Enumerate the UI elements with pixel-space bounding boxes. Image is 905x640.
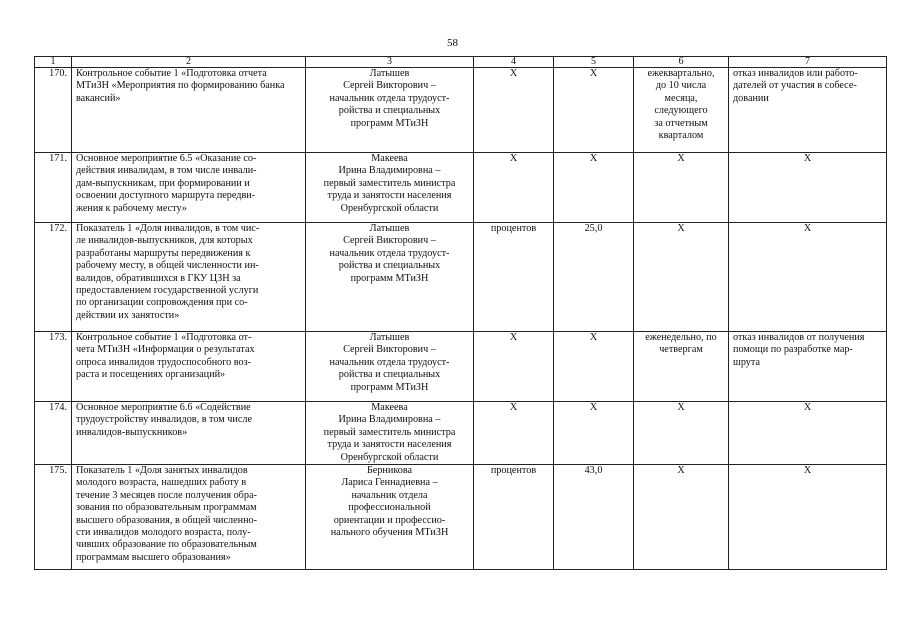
deadline-cell: ежеквартально, до 10 числа месяца, следующего за отчетным кварталом <box>634 68 729 153</box>
value-cell: X <box>554 402 634 465</box>
responsible-person: Латышев Сергей Викторович – начальник отдела трудоуст- ройства и специальных программ МТиЗН <box>306 68 474 153</box>
column-header: 7 <box>729 57 887 68</box>
row-number: 172. <box>35 223 72 332</box>
responsible-person: Берникова Лариса Геннадиевна – начальник отдела профессиональной ориентации и профессио- нального обучения МТиЗН <box>306 465 474 570</box>
row-number: 171. <box>35 153 72 223</box>
column-header: 6 <box>634 57 729 68</box>
risk-cell: отказ инвалидов или работо- дателей от участия в собесе- довании <box>729 68 887 153</box>
event-name: Показатель 1 «Доля инвалидов, в том чис- ле инвалидов-выпускников, для которых разработаны маршруты передвижения к рабочему месту, в общей численности ин- валидов, обратившихся в ГКУ ЦЗН за предоставлением государственной услуги по организации сопровождения при со- действии их занятости» <box>72 223 306 332</box>
risk-cell: отказ инвалидов от получения помощи по разработке мар- шрута <box>729 332 887 402</box>
responsible-person: Латышев Сергей Викторович – начальник отдела трудоуст- ройства и специальных программ МТиЗН <box>306 332 474 402</box>
event-name: Контрольное событие 1 «Подготовка от- чета МТиЗН «Информация о результатах опроса инвалидов трудоспособного воз- раста и посещениях организаций» <box>72 332 306 402</box>
risk-cell: X <box>729 223 887 332</box>
row-number: 173. <box>35 332 72 402</box>
deadline-cell: X <box>634 223 729 332</box>
program-table <box>34 56 887 570</box>
value-cell: 25,0 <box>554 223 634 332</box>
table-row <box>35 332 887 402</box>
value-cell: X <box>554 153 634 223</box>
deadline-cell: еженедельно, по четвергам <box>634 332 729 402</box>
page-number: 58 <box>447 37 458 49</box>
column-header: 4 <box>474 57 554 68</box>
risk-cell: X <box>729 153 887 223</box>
responsible-person: Макеева Ирина Владимировна – первый заместитель министра труда и занятости населения Оренбургской области <box>306 402 474 465</box>
deadline-cell: X <box>634 465 729 570</box>
table-row <box>35 68 887 153</box>
event-name: Основное мероприятие 6.6 «Содействие трудоустройству инвалидов, в том числе инвалидов-выпускников» <box>72 402 306 465</box>
column-header: 3 <box>306 57 474 68</box>
event-name: Основное мероприятие 6.5 «Оказание со- действия инвалидам, в том числе инвали- дам-выпускникам, при формировании и освоении доступного маршрута передви- жения к рабочему месту» <box>72 153 306 223</box>
unit-cell: X <box>474 68 554 153</box>
value-cell: X <box>554 68 634 153</box>
column-number-row <box>35 57 887 68</box>
event-name: Показатель 1 «Доля занятых инвалидов молодого возраста, нашедших работу в течение 3 месяцев после получения обра- зования по образовательным программам высшего образования, в общей численно- сти инвалидов молодого возраста, полу- чивших образование по образовательным программам высшего образования» <box>72 465 306 570</box>
deadline-cell: X <box>634 153 729 223</box>
responsible-person: Латышев Сергей Викторович – начальник отдела трудоуст- ройства и специальных программ МТиЗН <box>306 223 474 332</box>
deadline-cell: X <box>634 402 729 465</box>
unit-cell: X <box>474 332 554 402</box>
unit-cell: X <box>474 402 554 465</box>
column-header: 2 <box>72 57 306 68</box>
risk-cell: X <box>729 465 887 570</box>
table-row <box>35 223 887 332</box>
column-header: 1 <box>35 57 72 68</box>
row-number: 170. <box>35 68 72 153</box>
table-row <box>35 153 887 223</box>
event-name: Контрольное событие 1 «Подготовка отчета МТиЗН «Мероприятия по формированию банка вакансий» <box>72 68 306 153</box>
unit-cell: процентов <box>474 223 554 332</box>
column-header: 5 <box>554 57 634 68</box>
table-row <box>35 402 887 465</box>
row-number: 174. <box>35 402 72 465</box>
risk-cell: X <box>729 402 887 465</box>
responsible-person: Макеева Ирина Владимировна – первый заместитель министра труда и занятости населения Оренбургской области <box>306 153 474 223</box>
unit-cell: X <box>474 153 554 223</box>
unit-cell: процентов <box>474 465 554 570</box>
value-cell: 43,0 <box>554 465 634 570</box>
row-number: 175. <box>35 465 72 570</box>
value-cell: X <box>554 332 634 402</box>
table-row <box>35 465 887 570</box>
